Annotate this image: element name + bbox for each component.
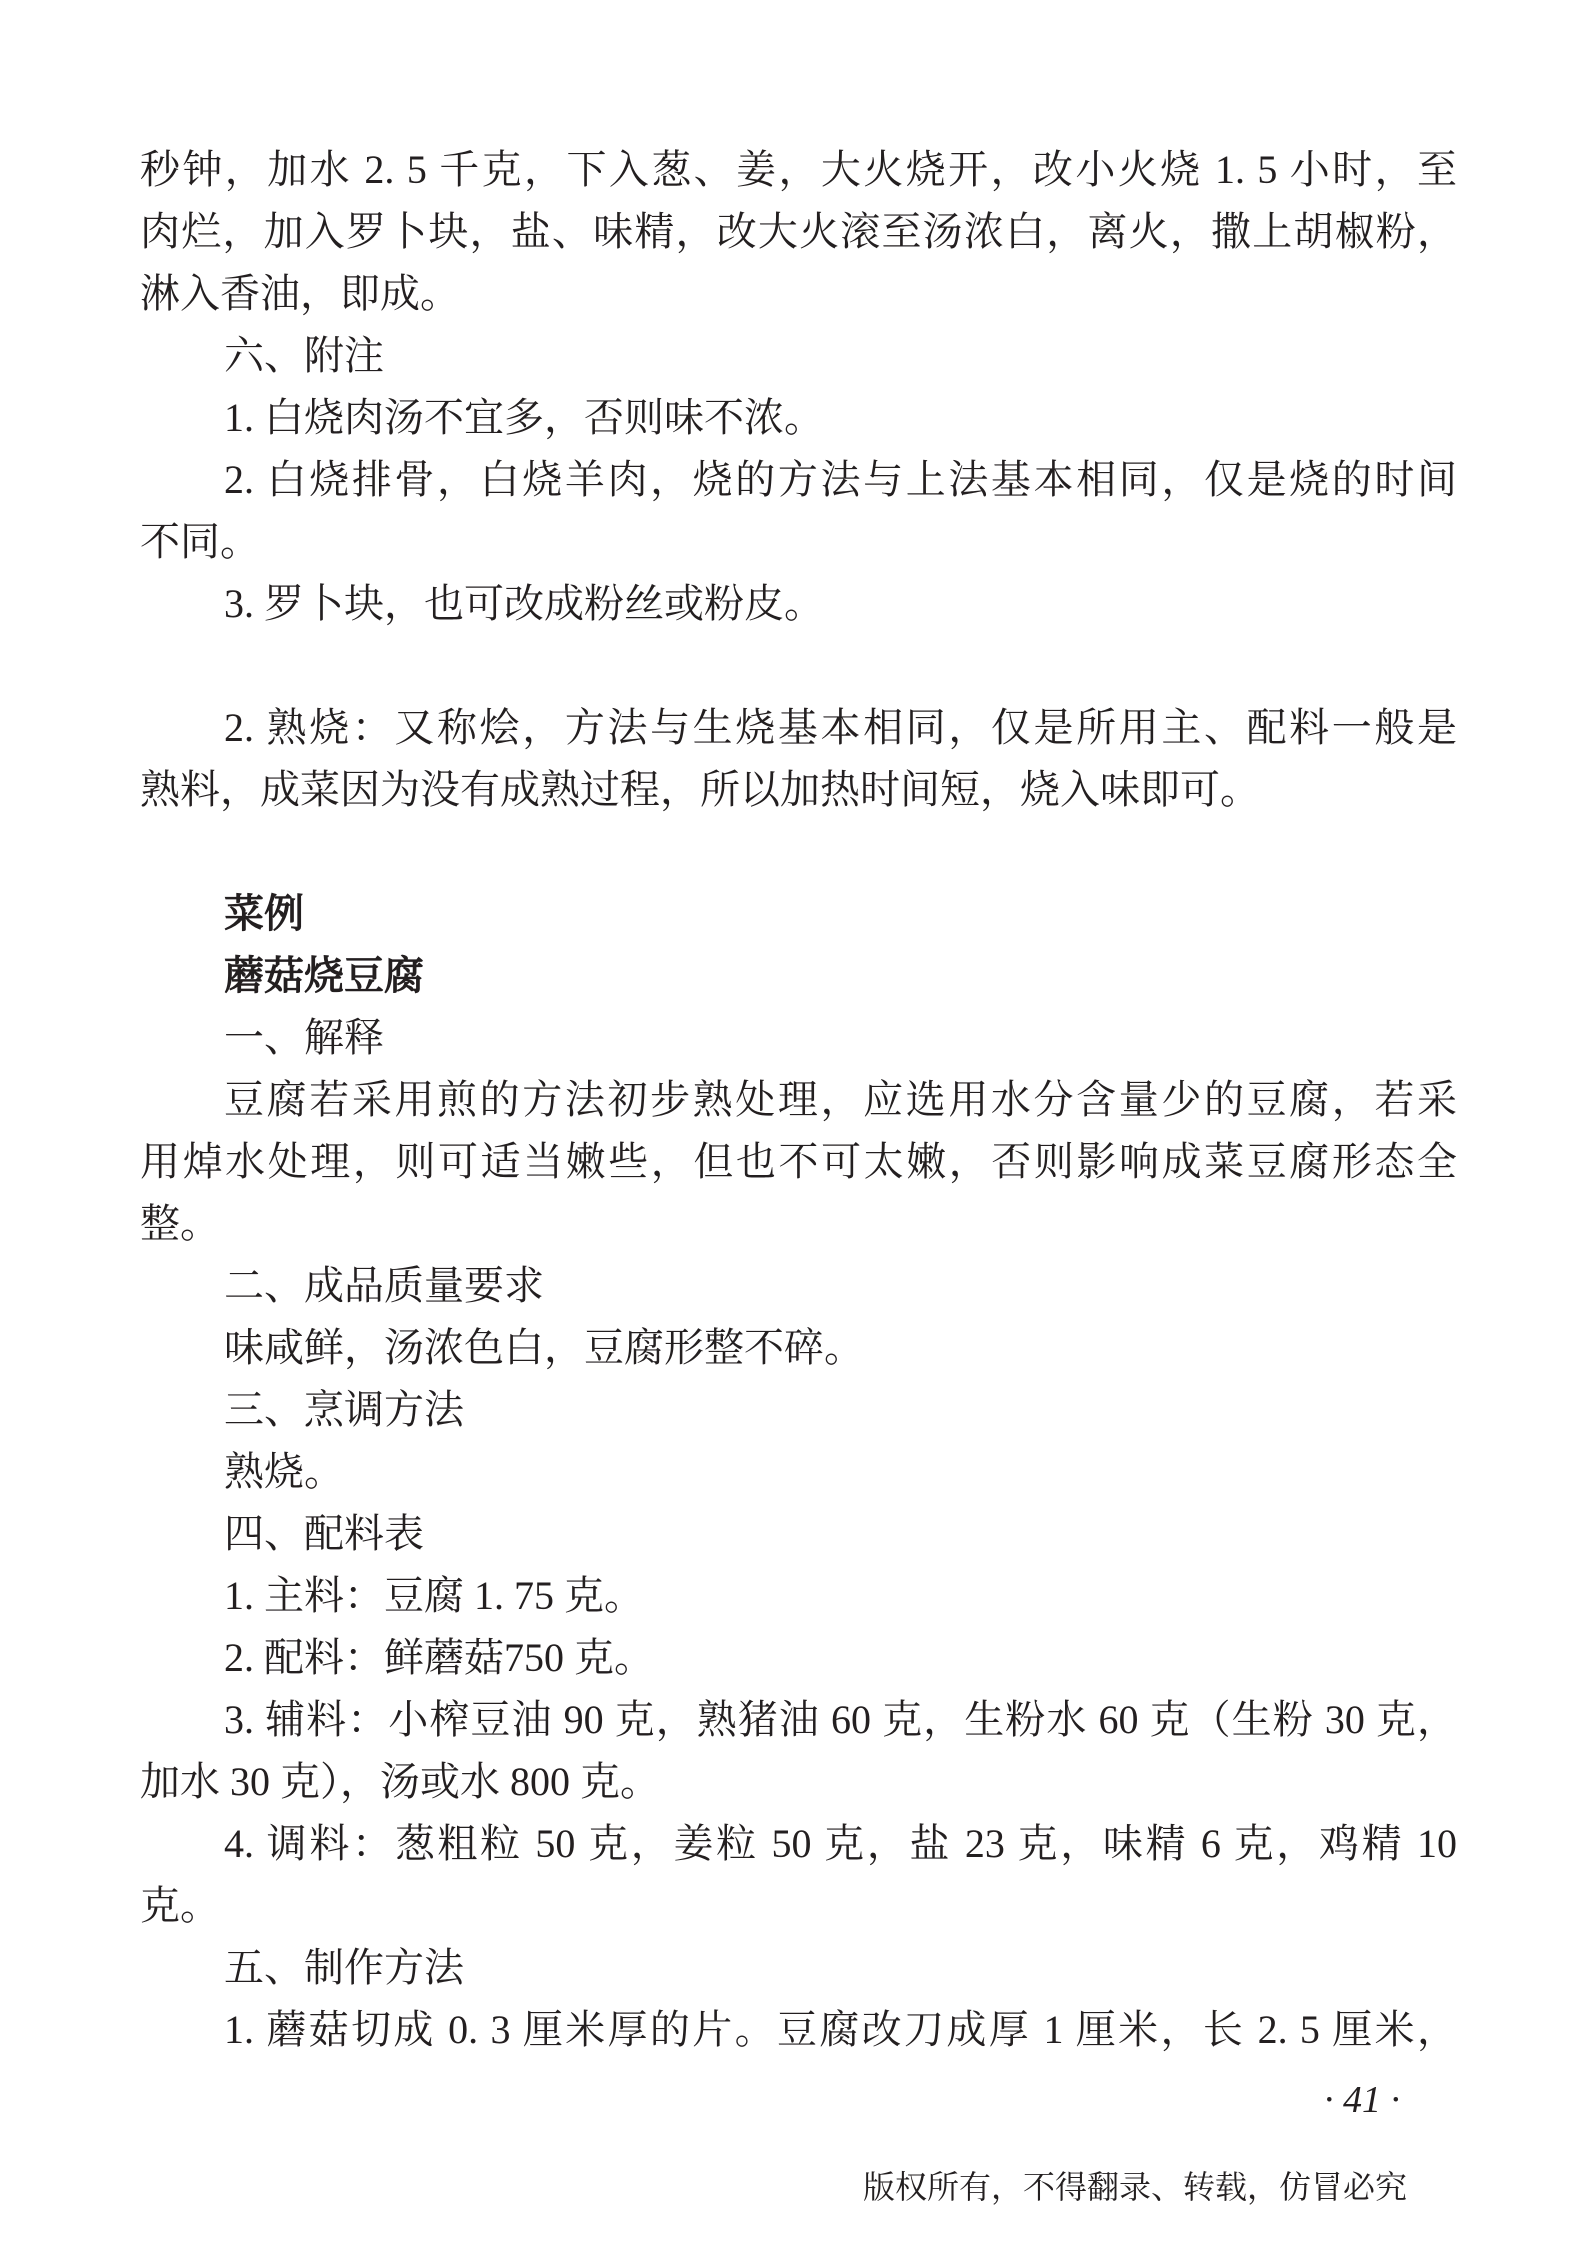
recipe-label: 菜例 (224, 891, 304, 937)
text-line: 味咸鲜，汤浓色白，豆腐形整不碎。 (224, 1325, 864, 1370)
section-heading: 三、烹调方法 (224, 1387, 464, 1432)
ingredient-item-continued: 克。 (140, 1883, 220, 1928)
section-heading: 四、配料表 (224, 1511, 424, 1556)
copyright-notice: 版权所有，不得翻录、转载，仿冒必究 (862, 2169, 1407, 2205)
section-heading: 二、成品质量要求 (224, 1263, 544, 1308)
note-item: 1. 白烧肉汤不宜多，否则味不浓。 (224, 395, 824, 440)
body-text (140, 139, 1457, 2061)
text-line: 豆腐若采用煎的方法初步熟处理，应选用水分含量少的豆腐，若采 (224, 1077, 1457, 1122)
text-line: 熟烧。 (224, 1449, 344, 1494)
ingredient-item: 2. 配料：鲜蘑菇750 克。 (224, 1635, 654, 1680)
ingredient-item: 1. 主料：豆腐 1. 75 克。 (224, 1573, 644, 1618)
section-heading: 六、附注 (224, 333, 384, 378)
text-line: 淋入香油，即成。 (140, 271, 460, 316)
note-item: 2. 白烧排骨，白烧羊肉，烧的方法与上法基本相同，仅是烧的时间 (224, 457, 1457, 502)
blank-line (140, 821, 1457, 883)
text-line: 整。 (140, 1201, 220, 1246)
text-line: 秒钟，加水 2. 5 千克，下入葱、姜，大火烧开，改小火烧 1. 5 小时，至 (140, 147, 1457, 192)
blank-line (140, 635, 1457, 697)
note-item-continued: 不同。 (140, 519, 260, 564)
recipe-title: 蘑菇烧豆腐 (224, 953, 424, 999)
method-paragraph-continued: 熟料，成菜因为没有成熟过程，所以加热时间短，烧入味即可。 (140, 767, 1260, 812)
text-line: 肉烂，加入罗卜块，盐、味精，改大火滚至汤浓白，离火，撒上胡椒粉， (140, 209, 1457, 254)
ingredient-item: 4. 调料：葱粗粒 50 克，姜粒 50 克，盐 23 克，味精 6 克，鸡精 10 (224, 1821, 1457, 1866)
text-line: 用焯水处理，则可适当嫩些，但也不可太嫩，否则影响成菜豆腐形态全 (140, 1139, 1457, 1184)
preparation-step: 1. 蘑菇切成 0. 3 厘米厚的片。豆腐改刀成厚 1 厘米，长 2. 5 厘米， (224, 2007, 1457, 2052)
note-item: 3. 罗卜块，也可改成粉丝或粉皮。 (224, 581, 824, 626)
section-heading: 一、解释 (224, 1015, 384, 1060)
section-heading: 五、制作方法 (224, 1945, 464, 1990)
method-paragraph: 2. 熟烧：又称烩，方法与生烧基本相同，仅是所用主、配料一般是 (224, 705, 1457, 750)
page-number: · 41 · (1324, 2079, 1400, 2121)
ingredient-item-continued: 加水 30 克），汤或水 800 克。 (140, 1759, 660, 1804)
ingredient-item: 3. 辅料：小榨豆油 90 克，熟猪油 60 克，生粉水 60 克（生粉 30 克， (224, 1697, 1457, 1742)
